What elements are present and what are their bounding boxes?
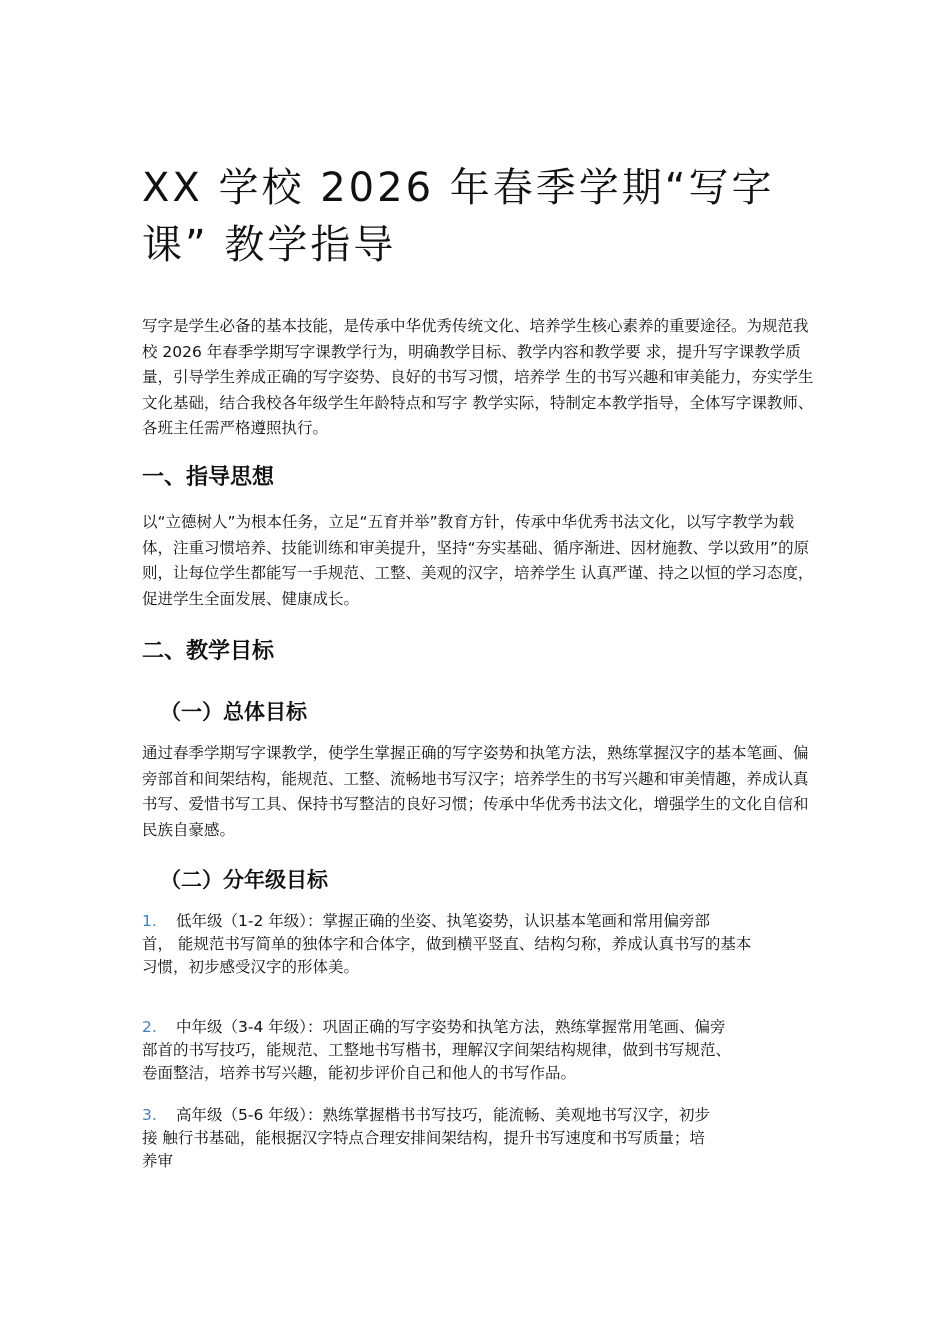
list-number: 2. <box>142 1018 157 1036</box>
section-2-heading: 二、教学目标 <box>142 639 275 664</box>
list-number: 3. <box>142 1106 157 1124</box>
list-item-line: 首， 能规范书写简单的独体字和合体字，做到横平竖直、结构匀称，养成认真书写的基本 <box>142 935 752 953</box>
list-item-line: 低年级（1-2 年级）：掌握正确的坐姿、执笔姿势，认识基本笔画和常用偏旁部 <box>176 912 710 930</box>
section-1-heading: 一、指导思想 <box>142 465 275 490</box>
grade-goal-item-2 <box>142 1016 822 1085</box>
document-title <box>142 160 822 274</box>
title-line-2: 课” 教学指导 <box>142 222 397 268</box>
list-item-line: 接 触行书基础，能根据汉字特点合理安排间架结构，提升书写速度和书写质量；培 <box>142 1129 705 1147</box>
list-item-line: 部首的书写技巧，能规范、工整地书写楷书，理解汉字间架结构规律，做到书写规范、 <box>142 1041 732 1059</box>
list-number: 1. <box>142 912 157 930</box>
grade-goal-item-1 <box>142 910 822 979</box>
list-item-line: 中年级（3-4 年级）：巩固正确的写字姿势和执笔方法，熟练掌握常用笔画、偏旁 <box>176 1018 726 1036</box>
grade-goal-item-3 <box>142 1104 822 1173</box>
list-item-line: 养审 <box>142 1152 174 1170</box>
intro-paragraph: 写字是学生必备的基本技能，是传承中华优秀传统文化、培养学生核心素养的重要途径。为规范我校 2026 年春季学期写字课教学行为，明确教学目标、教学内容和教学要 求，提升写字课教学质量，引导学生养成正确的写字姿势、良好的书写习惯，培养学 生的书写兴趣和审美能力，夯实学生文化基础，结合我校各年级学生年龄特点和写字 教学实际，特制定本教学指导，全体写字课教师、各班主任需严格遵照执行。 <box>142 317 814 437</box>
subsection-1-heading: （一）总体目标 <box>160 700 307 724</box>
list-item-line: 高年级（5-6 年级）：熟练掌握楷书书写技巧，能流畅、美观地书写汉字，初步 <box>176 1106 710 1124</box>
section-1-paragraph: 以“立德树人”为根本任务，立足“五育并举”教育方针，传承中华优秀书法文化，以写字教学为载体，注重习惯培养、技能训练和审美提升，坚持“夯实基础、循序渐进、因材施教、学以致用”的原则，让每位学生都能写一手规范、工整、美观的汉字，培养学生 认真严谨、持之以恒的学习态度，促进学生全面发展、健康成长。 <box>142 513 814 608</box>
subsection-2-heading: （二）分年级目标 <box>160 868 328 892</box>
title-line-1: XX 学校 2026 年春季学期“写字 <box>142 165 775 211</box>
subsection-1-paragraph: 通过春季学期写字课教学，使学生掌握正确的写字姿势和执笔方法，熟练掌握汉字的基本笔画、偏旁部首和间架结构，能规范、工整、流畅地书写汉字；培养学生的书写兴趣和审美情趣，养成认真书写、爱惜书写工具、保持书写整洁的良好习惯；传承中华优秀书法文化，增强学生的文化自信和民族自豪感。 <box>142 744 809 839</box>
list-item-line: 卷面整洁，培养书写兴趣，能初步评价自己和他人的书写作品。 <box>142 1064 577 1082</box>
list-item-line: 习惯，初步感受汉字的形体美。 <box>142 958 360 976</box>
